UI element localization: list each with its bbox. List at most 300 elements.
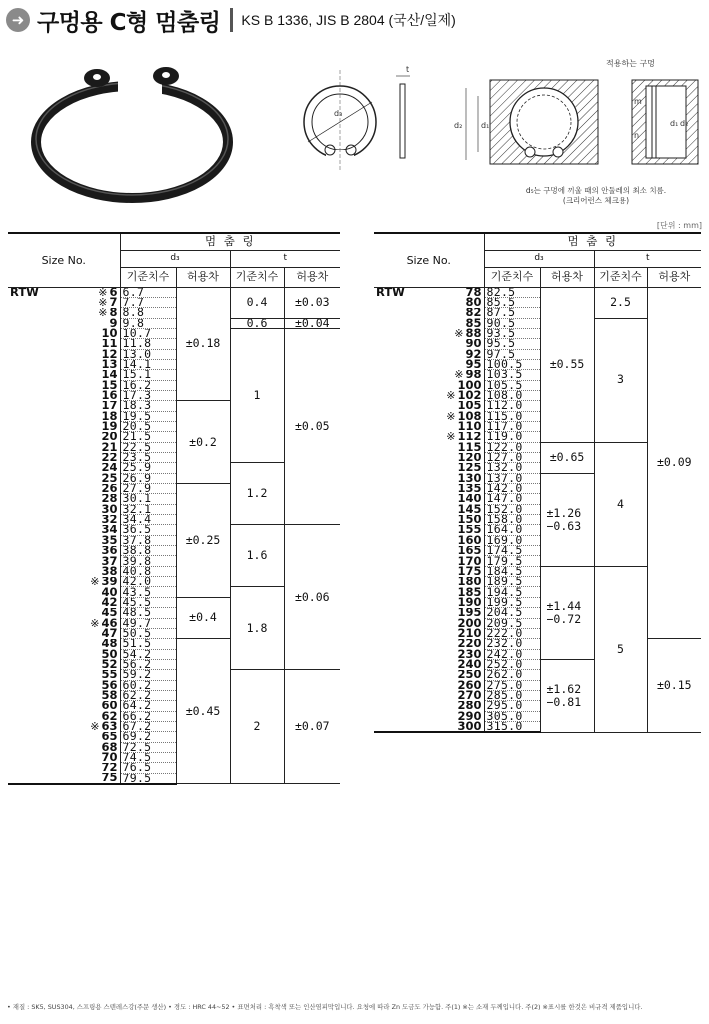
d3-tolerance	[540, 287, 594, 442]
size-prefix	[374, 721, 426, 732]
size-no	[58, 328, 120, 338]
size-number: 250	[457, 669, 482, 681]
d3-basic: 38.8	[120, 546, 176, 556]
size-number: 34	[101, 524, 118, 536]
t-tolerance	[284, 328, 340, 525]
size-no	[58, 628, 120, 638]
d3-tolerance-value: ±0.4	[189, 610, 217, 625]
size-number: 11	[101, 338, 118, 350]
size-number: 240	[457, 659, 482, 670]
size-prefix	[374, 463, 426, 473]
size-prefix	[374, 556, 426, 566]
size-prefix	[374, 618, 426, 628]
d3-basic: 87.5	[484, 308, 540, 318]
d3-basic: 79.5	[120, 773, 176, 784]
size-number: 40	[101, 586, 118, 598]
size-number: 36	[101, 545, 118, 556]
t-header: t	[230, 250, 340, 267]
d3-basic: 14.1	[120, 359, 176, 369]
size-no	[426, 587, 484, 597]
d3-basic: 222.0	[484, 628, 540, 638]
size-prefix	[8, 742, 58, 752]
size-prefix	[8, 390, 58, 400]
d3-basic: 169.0	[484, 535, 540, 545]
svg-text:d₃: d₃	[334, 109, 343, 118]
d3-tolerance-value: ±0.65	[549, 450, 585, 465]
d3-basic: 194.5	[484, 587, 540, 597]
d3-basic-header: 기준치수	[120, 267, 176, 287]
size-number: 190	[457, 597, 482, 608]
size-number: 210	[457, 628, 482, 639]
size-number: 300	[457, 721, 482, 733]
t-tolerance	[284, 670, 340, 784]
d3-basic: 42.0	[120, 577, 176, 587]
d3-basic: 158.0	[484, 515, 540, 525]
size-number: 130	[457, 473, 482, 484]
t-tolerance-value: ±0.15	[656, 677, 692, 692]
size-prefix	[374, 577, 426, 587]
size-no	[426, 484, 484, 494]
d3-basic: 199.5	[484, 597, 540, 607]
size-prefix	[374, 494, 426, 504]
d3-basic: 49.7	[120, 618, 176, 628]
size-prefix	[8, 556, 58, 566]
svg-text:m: m	[634, 97, 642, 106]
size-number: 19	[101, 421, 118, 432]
size-prefix	[8, 680, 58, 690]
size-number: 120	[457, 452, 482, 463]
t-basic-value: 0.6	[246, 318, 268, 329]
size-no	[426, 463, 484, 473]
size-no	[58, 463, 120, 473]
d3-basic: 37.8	[120, 535, 176, 545]
t-basic	[230, 670, 284, 784]
size-no	[58, 690, 120, 700]
size-prefix	[374, 484, 426, 494]
size-number: 170	[457, 555, 482, 567]
d3-basic: 7.7	[120, 297, 176, 307]
d3-basic: 315.0	[484, 721, 540, 732]
size-prefix	[374, 587, 426, 597]
size-no	[426, 380, 484, 390]
size-no	[426, 649, 484, 659]
size-prefix	[374, 442, 426, 452]
d3-basic: 54.2	[120, 649, 176, 659]
size-no	[58, 453, 120, 463]
size-prefix	[8, 639, 58, 649]
size-no	[426, 473, 484, 483]
size-prefix	[374, 649, 426, 659]
size-no	[426, 411, 484, 421]
size-no	[426, 318, 484, 328]
t-basic	[230, 287, 284, 318]
t-tolerance-value: ±0.06	[294, 589, 330, 604]
d3-basic: 69.2	[120, 732, 176, 742]
size-prefix	[374, 608, 426, 618]
d3-basic: 34.4	[120, 515, 176, 525]
t-tolerance	[284, 287, 340, 318]
size-no	[58, 494, 120, 504]
size-no	[426, 670, 484, 680]
size-number: 165	[457, 545, 482, 556]
svg-text:n: n	[634, 131, 640, 140]
d3-basic: 50.5	[120, 628, 176, 638]
d3-basic: 67.2	[120, 721, 176, 731]
size-prefix	[374, 597, 426, 607]
d3-basic: 10.7	[120, 328, 176, 338]
size-number: 140	[457, 493, 482, 505]
size-prefix	[374, 546, 426, 556]
size-no	[426, 597, 484, 607]
table-row	[8, 670, 340, 680]
size-no	[426, 287, 484, 297]
d3-basic: 30.1	[120, 494, 176, 504]
size-number: 6	[109, 287, 118, 298]
size-number: 125	[457, 462, 482, 474]
size-number: 13	[101, 359, 118, 370]
size-no	[426, 359, 484, 369]
d3-tolerance	[176, 484, 230, 598]
t-basic-header: 기준치수	[594, 267, 647, 287]
t-basic	[594, 442, 647, 566]
size-prefix	[8, 349, 58, 359]
size-no	[58, 401, 120, 411]
size-prefix	[374, 421, 426, 431]
d3-basic: 164.0	[484, 525, 540, 535]
size-no	[426, 566, 484, 576]
t-tolerance-value: ±0.03	[294, 294, 330, 309]
d3-tolerance	[176, 597, 230, 638]
size-number: 290	[457, 711, 482, 722]
size-no	[58, 618, 120, 628]
size-prefix	[8, 473, 58, 483]
d3-basic: 66.2	[120, 711, 176, 721]
size-number: 92	[465, 349, 482, 360]
size-number: 28	[101, 493, 118, 505]
size-prefix	[8, 411, 58, 421]
size-header: Size No.	[374, 233, 484, 287]
size-no	[426, 608, 484, 618]
size-no	[58, 442, 120, 452]
size-prefix	[8, 608, 58, 618]
d3-basic: 76.5	[120, 763, 176, 773]
non-standard-mark: ※	[446, 411, 456, 422]
t-basic	[594, 318, 647, 442]
t-basic-value: 5	[617, 641, 624, 656]
size-number: 56	[101, 680, 118, 691]
d3-basic: 39.8	[120, 556, 176, 566]
size-prefix	[8, 577, 58, 587]
spec-table-left	[8, 232, 340, 785]
size-prefix	[8, 597, 58, 607]
size-prefix	[8, 763, 58, 773]
diagram-note-line2: (크리어런스 체크용)	[562, 196, 630, 205]
size-number: 35	[101, 535, 118, 546]
size-number: 270	[457, 690, 482, 701]
size-prefix	[8, 442, 58, 452]
d3-basic: 43.5	[120, 587, 176, 597]
size-no	[58, 587, 120, 597]
size-number: 16	[101, 390, 118, 401]
d3-tolerance	[540, 473, 594, 566]
size-no	[58, 535, 120, 545]
t-tolerance-value: ±0.05	[294, 419, 330, 434]
d3-basic: 45.5	[120, 597, 176, 607]
non-standard-mark: ※	[98, 297, 108, 308]
size-no	[426, 680, 484, 690]
table-row	[374, 287, 701, 297]
size-number: 105	[457, 400, 482, 412]
size-prefix	[8, 453, 58, 463]
size-no	[58, 721, 120, 731]
size-prefix	[8, 732, 58, 742]
d3-basic: 25.9	[120, 463, 176, 473]
size-no	[58, 680, 120, 690]
size-no	[426, 659, 484, 669]
t-basic	[594, 287, 647, 318]
size-number: 32	[101, 514, 118, 525]
d3-basic: 174.5	[484, 546, 540, 556]
d3-tolerance	[540, 442, 594, 473]
size-number: 160	[457, 535, 482, 546]
d3-basic: 90.5	[484, 318, 540, 328]
size-number: 100	[457, 380, 482, 391]
d3-basic: 285.0	[484, 690, 540, 700]
d3-basic: 142.0	[484, 484, 540, 494]
d3-tolerance	[176, 639, 230, 784]
size-number: 18	[101, 411, 118, 422]
size-number: 180	[457, 576, 482, 587]
d3-tolerance-value: ±0.55	[549, 356, 585, 371]
size-number: 75	[101, 773, 118, 784]
size-no	[58, 318, 120, 328]
table-row	[8, 318, 340, 328]
size-no	[58, 473, 120, 483]
size-number: 82	[465, 307, 482, 319]
size-number: 72	[101, 762, 118, 774]
t-basic-value: 2	[253, 719, 261, 734]
size-number: 155	[457, 524, 482, 536]
d3-tolerance-value: ±0.25	[185, 532, 221, 547]
size-number: 115	[457, 442, 482, 453]
size-no	[58, 370, 120, 380]
t-tol-header: 허용차	[284, 267, 340, 287]
size-number: 220	[457, 638, 482, 650]
t-basic-value: 0.4	[246, 294, 268, 309]
d3-basic: 21.5	[120, 432, 176, 442]
t-basic-header: 기준치수	[230, 267, 284, 287]
t-basic	[230, 328, 284, 462]
size-prefix	[8, 380, 58, 390]
size-no	[58, 701, 120, 711]
size-no	[426, 328, 484, 338]
size-number: 68	[101, 742, 118, 753]
size-no	[426, 690, 484, 700]
size-prefix	[8, 432, 58, 442]
size-number: 42	[101, 597, 118, 608]
size-no	[58, 556, 120, 566]
d3-basic: 9.8	[120, 318, 176, 328]
size-prefix	[8, 535, 58, 545]
size-no	[58, 308, 120, 318]
d3-header: d₃	[484, 250, 594, 267]
non-standard-mark: ※	[98, 307, 108, 319]
d3-basic: 82.5	[484, 287, 540, 297]
size-number: 185	[457, 586, 482, 598]
svg-text:d₂: d₂	[680, 119, 689, 128]
size-prefix	[8, 318, 58, 328]
size-prefix	[8, 618, 58, 628]
size-prefix	[374, 659, 426, 669]
size-no	[58, 639, 120, 649]
size-number: 280	[457, 700, 482, 712]
d3-tolerance	[176, 401, 230, 484]
size-prefix	[374, 390, 426, 400]
size-number: 38	[101, 566, 118, 577]
d3-basic: 56.2	[120, 659, 176, 669]
d3-tolerance-value: ±1.26 −0.63	[546, 505, 582, 533]
d3-basic: 179.5	[484, 556, 540, 566]
t-basic-value: 1.2	[246, 486, 268, 501]
d3-basic: 152.0	[484, 504, 540, 514]
size-prefix	[8, 701, 58, 711]
size-prefix	[8, 690, 58, 700]
size-number: 14	[101, 369, 118, 381]
size-number: 30	[101, 504, 118, 515]
t-tolerance	[284, 525, 340, 670]
svg-text:d₁: d₁	[670, 119, 679, 128]
group-header: 멈 춤 링	[120, 233, 340, 250]
size-prefix	[374, 701, 426, 711]
size-prefix	[374, 432, 426, 442]
size-number: 48	[101, 638, 118, 650]
unit-label: [단위 : mm]	[656, 221, 702, 230]
size-no	[58, 287, 120, 297]
size-no	[58, 359, 120, 369]
d3-basic: 95.5	[484, 339, 540, 349]
non-standard-mark: ※	[454, 369, 464, 381]
d3-tolerance	[176, 287, 230, 401]
size-no	[58, 546, 120, 556]
size-prefix	[8, 421, 58, 431]
size-no	[58, 432, 120, 442]
size-prefix	[374, 535, 426, 545]
size-no	[58, 577, 120, 587]
size-no	[426, 401, 484, 411]
d3-basic: 252.0	[484, 659, 540, 669]
d3-basic: 85.5	[484, 297, 540, 307]
size-prefix	[374, 411, 426, 421]
size-prefix	[8, 670, 58, 680]
size-number: 260	[457, 680, 482, 691]
d3-basic: 11.8	[120, 339, 176, 349]
size-prefix	[8, 649, 58, 659]
d3-tolerance-value: ±0.2	[189, 434, 217, 449]
size-prefix	[374, 690, 426, 700]
size-no	[426, 421, 484, 431]
d3-basic: 137.0	[484, 473, 540, 483]
d3-basic: 105.5	[484, 380, 540, 390]
size-prefix	[8, 515, 58, 525]
size-no	[58, 742, 120, 752]
size-number: 20	[101, 431, 118, 443]
d3-tolerance	[540, 566, 594, 659]
size-prefix	[8, 773, 58, 784]
page-header	[6, 2, 456, 38]
d3-basic: 22.5	[120, 442, 176, 452]
size-no	[58, 670, 120, 680]
size-no	[58, 349, 120, 359]
size-number: 22	[101, 452, 118, 463]
d3-basic: 305.0	[484, 711, 540, 721]
size-no	[426, 453, 484, 463]
size-number: 58	[101, 690, 118, 701]
size-prefix	[374, 566, 426, 576]
size-number: 7	[109, 297, 118, 308]
size-no	[58, 608, 120, 618]
size-prefix	[374, 359, 426, 369]
size-prefix	[374, 328, 426, 338]
size-prefix	[374, 473, 426, 483]
size-number: 175	[457, 566, 482, 577]
size-number: 60	[101, 700, 118, 712]
size-no	[426, 308, 484, 318]
non-standard-mark: ※	[98, 287, 108, 298]
size-number: 46	[101, 618, 118, 629]
size-number: 10	[101, 328, 118, 339]
d3-basic: 62.2	[120, 690, 176, 700]
size-prefix	[8, 628, 58, 638]
t-tolerance-value: ±0.04	[294, 318, 330, 329]
non-standard-mark: ※	[454, 328, 464, 339]
d3-basic: 117.0	[484, 421, 540, 431]
size-number: 12	[101, 349, 118, 360]
size-number: 52	[101, 659, 118, 670]
size-no	[426, 442, 484, 452]
size-no	[426, 535, 484, 545]
size-no	[426, 432, 484, 442]
ring-lug-right	[153, 67, 179, 85]
size-no	[58, 711, 120, 721]
page-title: 구멍용 C형 멈춤링	[37, 9, 221, 36]
d3-basic: 26.9	[120, 473, 176, 483]
non-standard-mark: ※	[90, 721, 100, 732]
size-no	[58, 297, 120, 307]
size-number: 24	[101, 462, 118, 474]
size-number: 90	[465, 338, 482, 350]
size-no	[58, 597, 120, 607]
size-prefix	[374, 639, 426, 649]
size-no	[58, 484, 120, 494]
d3-basic: 204.5	[484, 608, 540, 618]
d3-basic: 119.0	[484, 432, 540, 442]
non-standard-mark: ※	[90, 618, 100, 629]
size-no	[426, 525, 484, 535]
size-number: 85	[465, 318, 482, 329]
standard-label: KS B 1336, JIS B 2804 (국산/일제)	[241, 12, 456, 28]
size-prefix	[8, 566, 58, 576]
size-prefix	[8, 525, 58, 535]
size-prefix	[8, 463, 58, 473]
size-no	[426, 546, 484, 556]
size-no	[426, 504, 484, 514]
d3-basic: 51.5	[120, 639, 176, 649]
non-standard-mark: ※	[446, 390, 456, 401]
title-divider	[230, 8, 233, 32]
size-number: 9	[109, 318, 118, 329]
t-tolerance	[284, 318, 340, 328]
size-no	[58, 421, 120, 431]
